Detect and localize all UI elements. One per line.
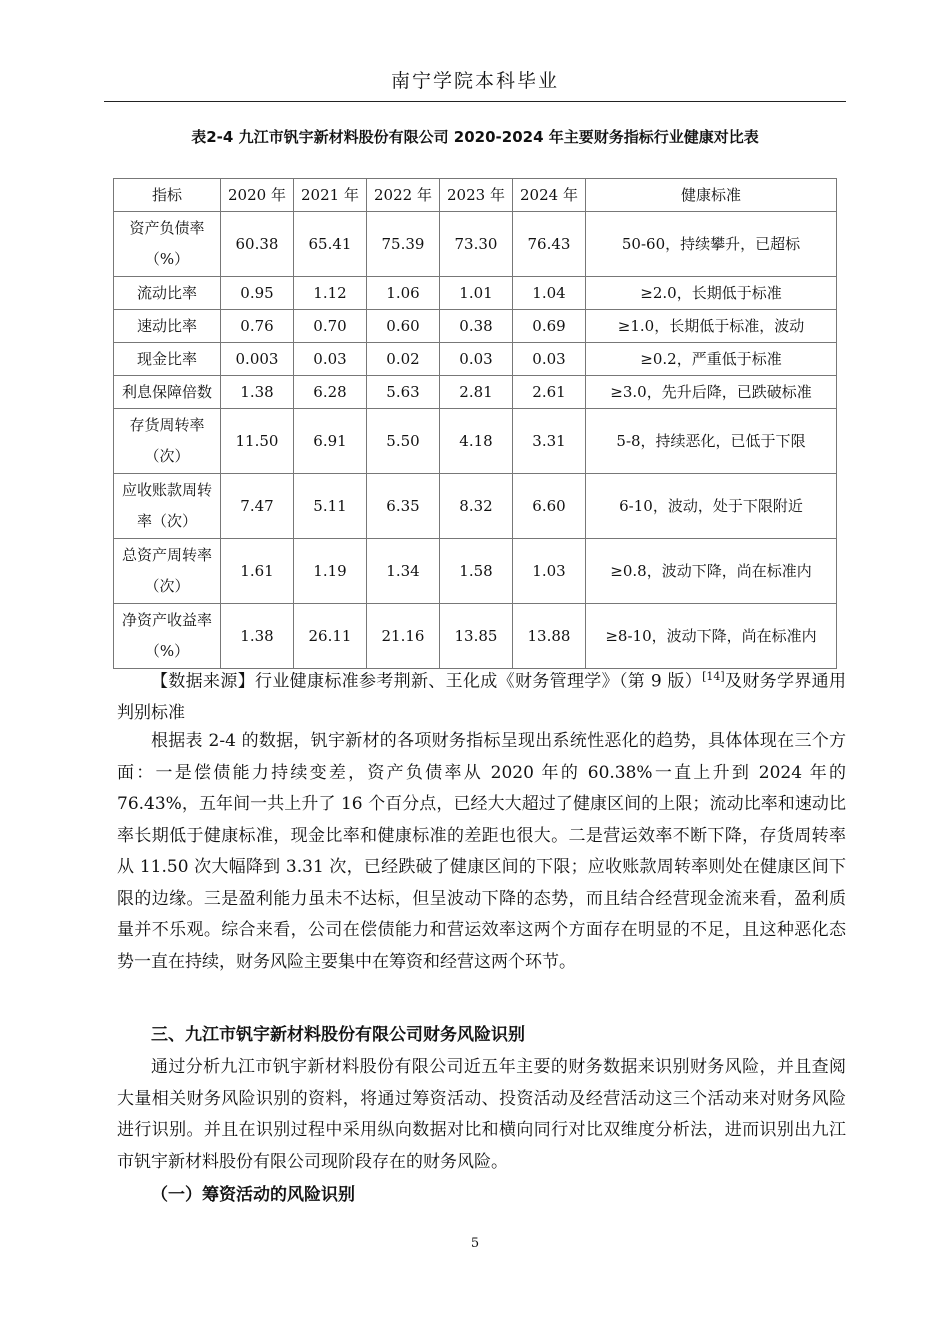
table-header-row bbox=[114, 179, 837, 212]
indicator-cell: 净资产收益率（%） bbox=[114, 604, 221, 669]
value-cell: 1.38 bbox=[221, 376, 294, 409]
value-cell: 1.01 bbox=[440, 277, 513, 310]
indicator-cell: 资产负债率（%） bbox=[114, 212, 221, 277]
value-cell: 0.60 bbox=[367, 310, 440, 343]
page-number: 5 bbox=[470, 1236, 480, 1251]
value-cell: 76.43 bbox=[513, 212, 586, 277]
table-row bbox=[114, 376, 837, 409]
value-cell: 26.11 bbox=[294, 604, 367, 669]
table-row bbox=[114, 539, 837, 604]
value-cell: 1.04 bbox=[513, 277, 586, 310]
table-row bbox=[114, 343, 837, 376]
value-cell: 1.06 bbox=[367, 277, 440, 310]
value-cell: 65.41 bbox=[294, 212, 367, 277]
value-cell: 0.03 bbox=[294, 343, 367, 376]
table-row bbox=[114, 277, 837, 310]
indicator-cell: 利息保障倍数 bbox=[114, 376, 221, 409]
value-cell: 1.58 bbox=[440, 539, 513, 604]
table-title: 表2-4 九江市钒宇新材料股份有限公司 2020-2024 年主要财务指标行业健康对比表 bbox=[191, 128, 759, 146]
section-heading: 三、九江市钒宇新材料股份有限公司财务风险识别 bbox=[151, 1025, 525, 1045]
table-row bbox=[114, 474, 837, 539]
table-row bbox=[114, 409, 837, 474]
table-row bbox=[114, 604, 837, 669]
value-cell: 6.28 bbox=[294, 376, 367, 409]
value-cell: 5.50 bbox=[367, 409, 440, 474]
value-cell: 1.38 bbox=[221, 604, 294, 669]
value-cell: 5.63 bbox=[367, 376, 440, 409]
value-cell: 0.03 bbox=[440, 343, 513, 376]
value-cell: 13.88 bbox=[513, 604, 586, 669]
column-header: 2024 年 bbox=[513, 179, 586, 212]
value-cell: 1.12 bbox=[294, 277, 367, 310]
standard-cell: ≥0.8，波动下降，尚在标准内 bbox=[586, 539, 837, 604]
value-cell: 0.95 bbox=[221, 277, 294, 310]
source-tail: 及财务学界通用判别标准 bbox=[117, 671, 847, 724]
value-cell: 0.03 bbox=[513, 343, 586, 376]
value-cell: 75.39 bbox=[367, 212, 440, 277]
column-header: 健康标准 bbox=[586, 179, 837, 212]
standard-cell: ≥2.0，长期低于标准 bbox=[586, 277, 837, 310]
identification-paragraph bbox=[117, 1052, 846, 1178]
value-cell: 0.69 bbox=[513, 310, 586, 343]
citation-ref: [14] bbox=[702, 670, 725, 683]
value-cell: 0.003 bbox=[221, 343, 294, 376]
value-cell: 73.30 bbox=[440, 212, 513, 277]
value-cell: 0.38 bbox=[440, 310, 513, 343]
indicator-cell: 应收账款周转率（次） bbox=[114, 474, 221, 539]
data-source-note bbox=[117, 661, 846, 730]
column-header: 2020 年 bbox=[221, 179, 294, 212]
value-cell: 5.11 bbox=[294, 474, 367, 539]
value-cell: 6.60 bbox=[513, 474, 586, 539]
value-cell: 8.32 bbox=[440, 474, 513, 539]
value-cell: 1.61 bbox=[221, 539, 294, 604]
indicator-cell: 流动比率 bbox=[114, 277, 221, 310]
value-cell: 6.91 bbox=[294, 409, 367, 474]
table-row bbox=[114, 310, 837, 343]
paragraph-text: 根据表 2-4 的数据，钒宇新材的各项财务指标呈现出系统性恶化的趋势，具体体现在三个方面：一是偿债能力持续变差，资产负债率从 2020 年的 60.38%一直上升到 2024 年的 76.43%，五年间一共上升了 16 个百分点，已经大大超过了健康区间的上限；流动比率和速动比率长期低于健康标准，现金比率和健康标准的差距也很大。二是营运效率不断下降，存货周转率从 11.50 次大幅降到 3.31 次，已经跌破了健康区间的下限；应收账款周转率则处在健康区间下限的边缘。三是盈利能力虽未不达标，但呈波动下降的态势，而且结合经营现金流来看，盈利质量并不乐观。综合来看，公司在偿债能力和营运效率这两个方面存在明显的不足，且这种恶化态势一直在持续，财务风险主要集中在筹资和经营这两个环节。 bbox=[117, 731, 846, 972]
value-cell: 60.38 bbox=[221, 212, 294, 277]
source-text: 【数据来源】行业健康标准参考荆新、王化成《财务管理学》（第 9 版） bbox=[151, 671, 703, 692]
standard-cell: ≥8-10，波动下降，尚在标准内 bbox=[586, 604, 837, 669]
column-header: 2023 年 bbox=[440, 179, 513, 212]
value-cell: 0.70 bbox=[294, 310, 367, 343]
analysis-paragraph bbox=[117, 726, 846, 978]
column-header: 2022 年 bbox=[367, 179, 440, 212]
standard-cell: 5-8，持续恶化，已低于下限 bbox=[586, 409, 837, 474]
value-cell: 13.85 bbox=[440, 604, 513, 669]
value-cell: 11.50 bbox=[221, 409, 294, 474]
value-cell: 2.61 bbox=[513, 376, 586, 409]
subsection-heading: （一）筹资活动的风险识别 bbox=[151, 1185, 355, 1205]
value-cell: 2.81 bbox=[440, 376, 513, 409]
standard-cell: 6-10，波动，处于下限附近 bbox=[586, 474, 837, 539]
table-row bbox=[114, 212, 837, 277]
value-cell: 21.16 bbox=[367, 604, 440, 669]
standard-cell: ≥0.2，严重低于标准 bbox=[586, 343, 837, 376]
standard-cell: ≥3.0，先升后降，已跌破标准 bbox=[586, 376, 837, 409]
paragraph-text: 通过分析九江市钒宇新材料股份有限公司近五年主要的财务数据来识别财务风险，并且查阅大量相关财务风险识别的资料，将通过筹资活动、投资活动及经营活动这三个活动来对财务风险进行识别。并且在识别过程中采用纵向数据对比和横向同行对比双维度分析法，进而识别出九江市钒宇新材料股份有限公司现阶段存在的财务风险。 bbox=[117, 1057, 846, 1172]
indicator-cell: 总资产周转率（次） bbox=[114, 539, 221, 604]
financial-indicator-table bbox=[113, 178, 837, 669]
value-cell: 7.47 bbox=[221, 474, 294, 539]
indicator-cell: 现金比率 bbox=[114, 343, 221, 376]
indicator-cell: 速动比率 bbox=[114, 310, 221, 343]
value-cell: 0.02 bbox=[367, 343, 440, 376]
standard-cell: ≥1.0，长期低于标准，波动 bbox=[586, 310, 837, 343]
column-header: 2021 年 bbox=[294, 179, 367, 212]
page-header: 南宁学院本科毕业 bbox=[104, 66, 846, 102]
value-cell: 4.18 bbox=[440, 409, 513, 474]
value-cell: 6.35 bbox=[367, 474, 440, 539]
value-cell: 3.31 bbox=[513, 409, 586, 474]
value-cell: 0.76 bbox=[221, 310, 294, 343]
value-cell: 1.03 bbox=[513, 539, 586, 604]
value-cell: 1.19 bbox=[294, 539, 367, 604]
column-header: 指标 bbox=[114, 179, 221, 212]
standard-cell: 50-60，持续攀升，已超标 bbox=[586, 212, 837, 277]
indicator-cell: 存货周转率（次） bbox=[114, 409, 221, 474]
value-cell: 1.34 bbox=[367, 539, 440, 604]
